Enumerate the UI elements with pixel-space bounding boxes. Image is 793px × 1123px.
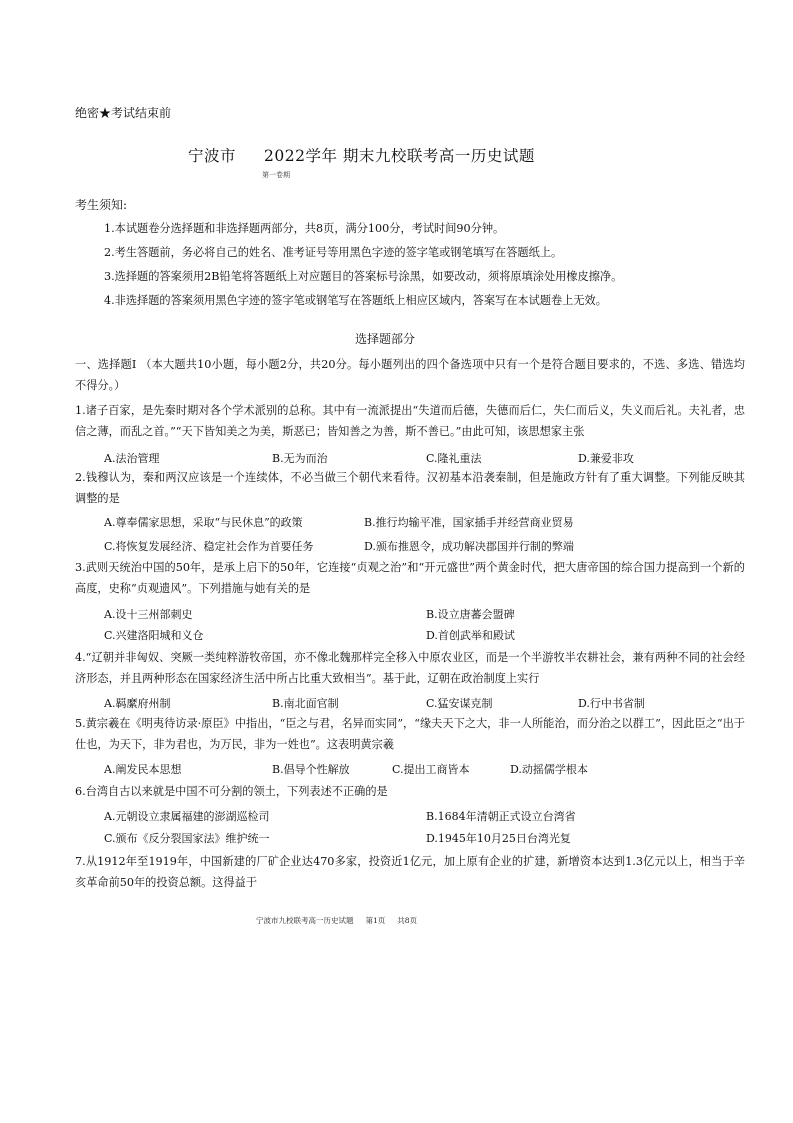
notice-item: 3.选择题的答案须用2B铅笔将答题纸上对应题目的答案标号涂黑，如要改动，须将原填涂处用橡皮擦净。 <box>104 270 623 283</box>
page-title <box>188 144 535 166</box>
notice-item: 2.考生答题前，务必将自己的姓名、准考证号等用黑色字迹的签字笔或钢笔填写在答题纸上。 <box>104 246 563 259</box>
question-stem: 4.“辽朝并非匈奴、突厥一类纯粹游牧帝国，亦不像北魏那样完全移入中原农业区，而是一个半游牧半农耕社会，兼有两种不同的社会经济形态，并且两种形态在国家经济生活中所占比重大致相当”。基于此，辽朝在政治制度上实行 <box>75 651 745 685</box>
question-stem: 3.武则天统治中国的50年，是承上启下的50年，它连接“贞观之治”和“开元盛世”两个黄金时代，把大唐帝国的综合国力提高到一个新的高度，史称“贞观遗风”。下列措施与她有关的是 <box>75 561 745 595</box>
title-main: 2022学年 期末九校联考高一历史试题 <box>264 147 535 165</box>
option-c: C.提出工商皆本 <box>392 763 470 776</box>
option-c: C.猛安谋克制 <box>426 697 493 710</box>
footer-page-number: 第1页 <box>365 916 386 925</box>
confidential-header: 绝密★考试结束前 <box>75 106 172 120</box>
notice-item: 1.本试题卷分选择题和非选择题两部分，共8页，满分100分，考试时间90分钟。 <box>104 222 505 235</box>
option-d: D.首创武举和殿试 <box>426 629 515 642</box>
footer-exam-name: 宁波市九校联考高一历史试题 <box>256 916 354 925</box>
option-d: D.1945年10月25日台湾光复 <box>426 832 571 845</box>
title-city: 宁波市 <box>188 147 237 165</box>
option-c: C.隆礼重法 <box>426 452 482 465</box>
option-c: C.兴建洛阳城和义仓 <box>104 629 204 642</box>
question-stem: 6.台湾自古以来就是中国不可分割的领土，下列表述不正确的是 <box>75 785 388 798</box>
title-subline: 第一卷期 <box>262 171 290 179</box>
option-b: B.倡导个性解放 <box>272 763 350 776</box>
option-b: B.无为而治 <box>272 452 328 465</box>
footer-total-pages: 共8页 <box>397 916 418 925</box>
option-d: D.兼爱非攻 <box>578 452 634 465</box>
option-b: B.1684年清朝正式设立台湾省 <box>426 810 576 823</box>
option-a: A.羁縻府州制 <box>104 697 171 710</box>
option-a: A.尊奉儒家思想，采取“与民休息”的政策 <box>104 516 303 529</box>
option-d: D.动摇儒学根本 <box>510 763 588 776</box>
option-b: B.推行均输平准，国家插手并经营商业贸易 <box>364 516 574 529</box>
option-c: C.颁布《反分裂国家法》维护统一 <box>104 832 270 845</box>
question-stem: 2.钱穆认为，秦和两汉应该是一个连续体，不必当做三个朝代来看待。汉初基本沿袭秦制，但是施政方针有了重大调整。下列能反映其调整的是 <box>75 471 745 505</box>
option-c: C.将恢复发展经济、稳定社会作为首要任务 <box>104 540 314 553</box>
notice-heading: 考生须知: <box>75 198 128 212</box>
option-a: A.阐发民本思想 <box>104 763 182 776</box>
option-a: A.元朝设立隶属福建的澎湖巡检司 <box>104 810 270 823</box>
question-stem: 5.黄宗羲在《明夷待访录·原臣》中指出，“臣之与君，名异而实同”，“缘夫天下之大，非一人所能治，而分治之以群工”，因此臣之“出于仕也，为天下，非为君也，为万民，非为一姓也”。这表明黄宗羲 <box>75 717 745 751</box>
notice-item: 4.非选择题的答案须用黑色字迹的签字笔或钢笔写在答题纸上相应区域内，答案写在本试题卷上无效。 <box>104 294 607 307</box>
section-title: 选择题部分 <box>355 332 416 346</box>
part1-intro: 一、选择题Ⅰ （本大题共10小题，每小题2分，共20分。每小题列出的四个备选项中只有一个是符合题目要求的，不选、多选、错选均不得分。） <box>75 358 745 392</box>
option-b: B.南北面官制 <box>272 697 339 710</box>
option-a: A.法治管理 <box>104 452 160 465</box>
page-footer <box>256 915 429 926</box>
question-stem: 7.从1912年至1919年，中国新建的厂矿企业达470多家，投资近1亿元，加上原有企业的扩建，新增资本达到1.3亿元以上，相当于辛亥革命前50年的投资总额。这得益于 <box>75 855 745 889</box>
option-b: B.设立唐蕃会盟碑 <box>426 608 515 621</box>
option-a: A.设十三州部刺史 <box>104 608 193 621</box>
option-d: D.颁布推恩令，成功解决郡国并行制的弊端 <box>364 540 574 553</box>
option-d: D.行中书省制 <box>578 697 645 710</box>
question-stem: 1.诸子百家，是先秦时期对各个学术派别的总称。其中有一流派提出“失道而后德，失德而后仁，失仁而后义，失义而后礼。夫礼者，忠信之薄，而乱之首。”“天下皆知美之为美，斯恶已；皆知善之为善，斯不善已。”由此可知，该思想家主张 <box>75 404 745 438</box>
